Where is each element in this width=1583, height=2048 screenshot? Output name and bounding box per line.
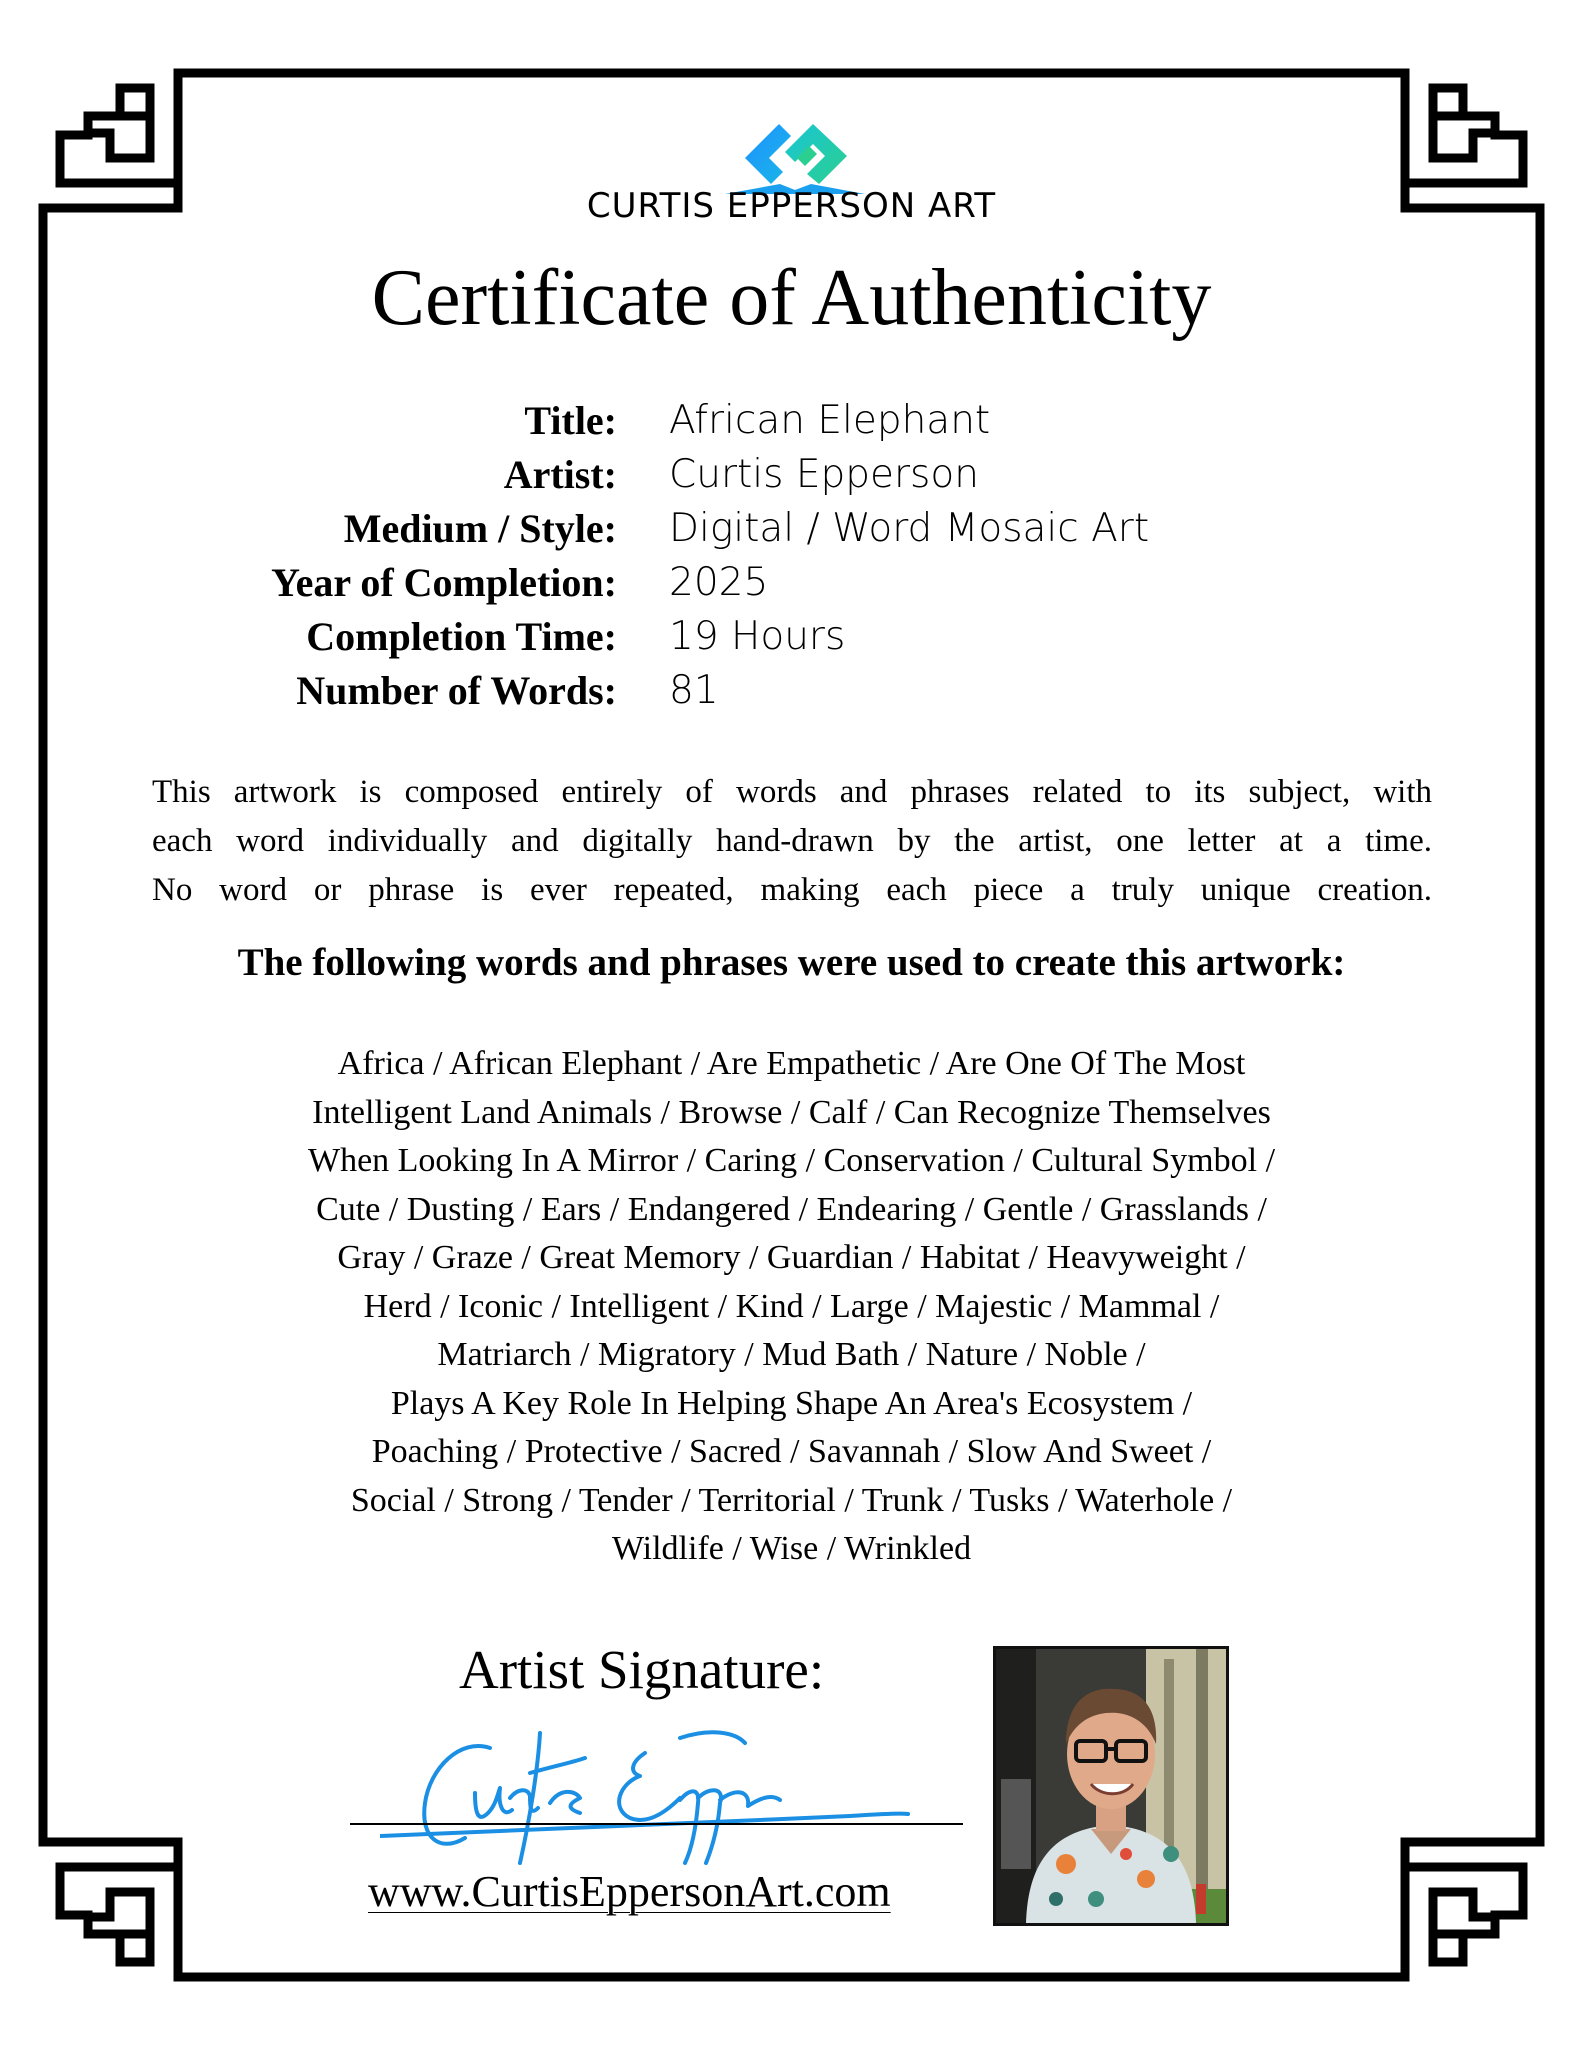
word-list-line: Wildlife / Wise / Wrinkled bbox=[611, 1530, 972, 1567]
detail-label: Title: bbox=[524, 398, 617, 443]
word-list-line: Intelligent Land Animals / Browse / Calf / Can Recognize Themselves bbox=[312, 1093, 1271, 1131]
word-list-line: Herd / Iconic / Intelligent / Kind / Large / Majestic / Mammal / bbox=[363, 1287, 1220, 1325]
description-line: This artwork is composed entirely of words and phrases related to its subject, with bbox=[152, 774, 1432, 810]
word-list-line: Social / Strong / Tender / Territorial / Trunk / Tusks / Waterhole / bbox=[350, 1481, 1233, 1519]
words-heading: The following words and phrases were used to create this artwork: bbox=[237, 941, 1346, 984]
word-list-line: Poaching / Protective / Sacred / Savannah / Slow And Sweet / bbox=[371, 1433, 1212, 1470]
artist-photo bbox=[993, 1646, 1229, 1926]
artist-signature bbox=[380, 1718, 910, 1868]
detail-row-completion-time bbox=[0, 610, 1583, 664]
word-list-line: Matriarch / Migratory / Mud Bath / Nature / Noble / bbox=[437, 1336, 1146, 1373]
detail-row-artist bbox=[0, 448, 1583, 502]
artist-portrait-image bbox=[996, 1649, 1226, 1923]
detail-label: Medium / Style: bbox=[343, 506, 617, 551]
detail-row-word-count bbox=[0, 664, 1583, 718]
brand-logo-icon bbox=[725, 118, 865, 196]
detail-label: Year of Completion: bbox=[271, 560, 617, 605]
description-line: each word individually and digitally hand-drawn by the artist, one letter at a time. bbox=[152, 823, 1432, 859]
signature-line bbox=[350, 1823, 963, 1825]
word-list-line: Plays A Key Role In Helping Shape An Area's Ecosystem / bbox=[390, 1384, 1193, 1422]
detail-value: 2025 bbox=[669, 560, 769, 605]
description-line: No word or phrase is ever repeated, making each piece a truly unique creation. bbox=[152, 872, 1432, 908]
word-list-line: Gray / Graze / Great Memory / Guardian / Habitat / Heavyweight / bbox=[337, 1239, 1246, 1276]
signature-label: Artist Signature: bbox=[459, 1639, 825, 1700]
detail-label: Completion Time: bbox=[306, 614, 617, 659]
website-link[interactable]: www.CurtisEppersonArt.com bbox=[368, 1867, 891, 1916]
word-list-line: Africa / African Elephant / Are Empathetic / Are One Of The Most bbox=[337, 1045, 1246, 1082]
detail-value: Digital / Word Mosaic Art bbox=[669, 506, 1150, 551]
detail-value: Curtis Epperson bbox=[669, 452, 979, 497]
detail-row-year bbox=[0, 556, 1583, 610]
detail-label: Artist: bbox=[503, 452, 617, 497]
brand-name: CURTIS EPPERSON ART bbox=[586, 186, 997, 226]
page-title: Certificate of Authenticity bbox=[371, 254, 1212, 342]
detail-value: 81 bbox=[669, 668, 719, 713]
detail-value: 19 Hours bbox=[669, 614, 846, 659]
detail-row-title bbox=[0, 394, 1583, 448]
detail-row-medium bbox=[0, 502, 1583, 556]
word-list-line: Cute / Dusting / Ears / Endangered / Endearing / Gentle / Grasslands / bbox=[316, 1190, 1267, 1228]
detail-label: Number of Words: bbox=[296, 668, 617, 713]
description-paragraph bbox=[152, 768, 1432, 915]
word-list bbox=[0, 1040, 1583, 1574]
detail-value: African Elephant bbox=[669, 398, 991, 443]
word-list-line: When Looking In A Mirror / Caring / Conservation / Cultural Symbol / bbox=[307, 1142, 1276, 1179]
